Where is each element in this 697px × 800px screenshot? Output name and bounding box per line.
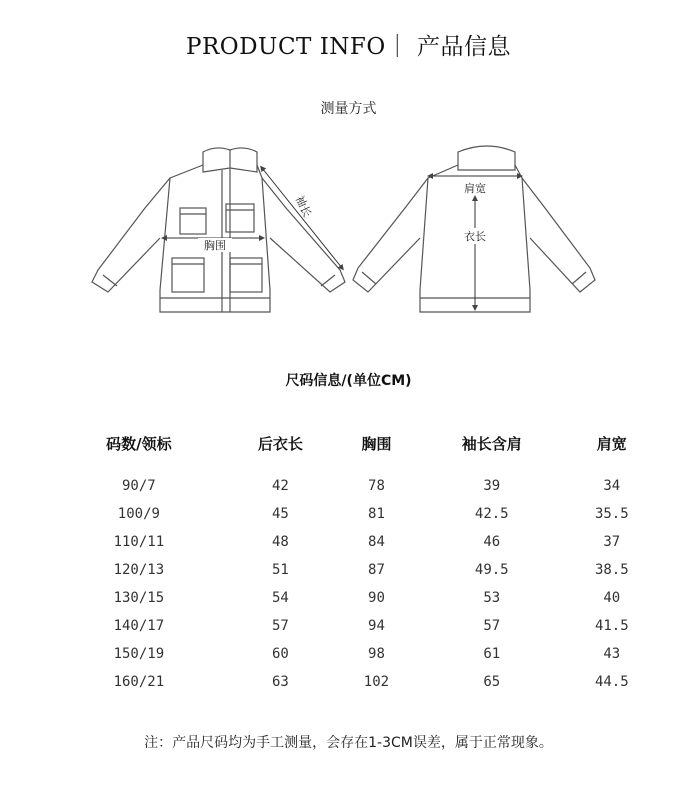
shoulder-cell: 41.5 — [594, 618, 629, 634]
length-cell: 45 — [271, 506, 289, 522]
size-cell: 120/13 — [113, 562, 165, 578]
shoulder-cell: 44.5 — [594, 674, 629, 690]
size-cell: 140/17 — [113, 618, 165, 634]
shoulder-cell: 34 — [603, 478, 621, 494]
shoulder-cell: 37 — [603, 534, 621, 550]
chest-cell: 94 — [368, 618, 385, 634]
length-cell: 51 — [271, 562, 289, 578]
sleeve-cell: 57 — [483, 618, 501, 634]
front-jacket-icon — [92, 148, 345, 312]
table-row — [55, 500, 655, 528]
table-row — [55, 668, 655, 696]
chest-cell: 84 — [368, 534, 385, 550]
chest-cell: 90 — [368, 590, 385, 606]
chest-cell: 102 — [363, 674, 390, 690]
table-row — [55, 584, 655, 612]
chest-label: 胸围 — [204, 239, 226, 252]
column-header: 肩宽 — [596, 434, 627, 453]
measurement-diagram — [0, 0, 697, 360]
shoulder-cell: 35.5 — [594, 506, 629, 522]
size-cell: 160/21 — [113, 674, 165, 690]
measure-title: 测量方式 — [320, 101, 377, 117]
sleeve-cell: 61 — [483, 646, 501, 662]
size-table-title: 尺码信息/(单位CM) — [285, 373, 412, 389]
table-header-row — [55, 428, 655, 458]
sleeve-cell: 39 — [483, 478, 501, 494]
shoulder-cell: 43 — [603, 646, 621, 662]
size-cell: 110/11 — [113, 534, 165, 550]
length-cell: 57 — [271, 618, 289, 634]
shoulder-cell: 38.5 — [594, 562, 629, 578]
table-row — [55, 556, 655, 584]
sleeve-cell: 65 — [483, 674, 501, 690]
length-cell: 60 — [271, 646, 289, 662]
sleeve-label: 袖长 — [292, 193, 314, 220]
column-header: 码数/领标 — [106, 434, 172, 453]
length-cell: 54 — [271, 590, 289, 606]
table-row — [55, 528, 655, 556]
length-label: 衣长 — [464, 230, 486, 243]
shoulder-cell: 40 — [603, 590, 621, 606]
length-cell: 42 — [271, 478, 289, 494]
size-cell: 150/19 — [113, 646, 165, 662]
column-header: 胸围 — [361, 434, 392, 453]
measurement-note: 注：产品尺码均为手工测量，会存在1-3CM误差，属于正常现象。 — [144, 735, 553, 751]
size-cell: 100/9 — [117, 506, 160, 522]
column-header: 袖长含肩 — [461, 434, 522, 453]
table-row — [55, 640, 655, 668]
length-cell: 48 — [271, 534, 289, 550]
table-row — [55, 472, 655, 500]
size-cell: 90/7 — [122, 478, 156, 494]
chest-cell: 87 — [368, 562, 385, 578]
chest-cell: 98 — [368, 646, 385, 662]
size-cell: 130/15 — [113, 590, 165, 606]
sleeve-cell: 42.5 — [474, 506, 509, 522]
table-row — [55, 612, 655, 640]
page-title: PRODUCT INFO｜ 产品信息 — [185, 34, 512, 60]
size-table — [55, 428, 655, 696]
sleeve-cell: 53 — [483, 590, 501, 606]
chest-cell: 78 — [368, 478, 385, 494]
column-header: 后衣长 — [257, 434, 303, 453]
length-cell: 63 — [271, 674, 289, 690]
sleeve-cell: 46 — [483, 534, 501, 550]
sleeve-cell: 49.5 — [474, 562, 509, 578]
shoulder-label: 肩宽 — [464, 182, 486, 195]
chest-cell: 81 — [368, 506, 385, 522]
